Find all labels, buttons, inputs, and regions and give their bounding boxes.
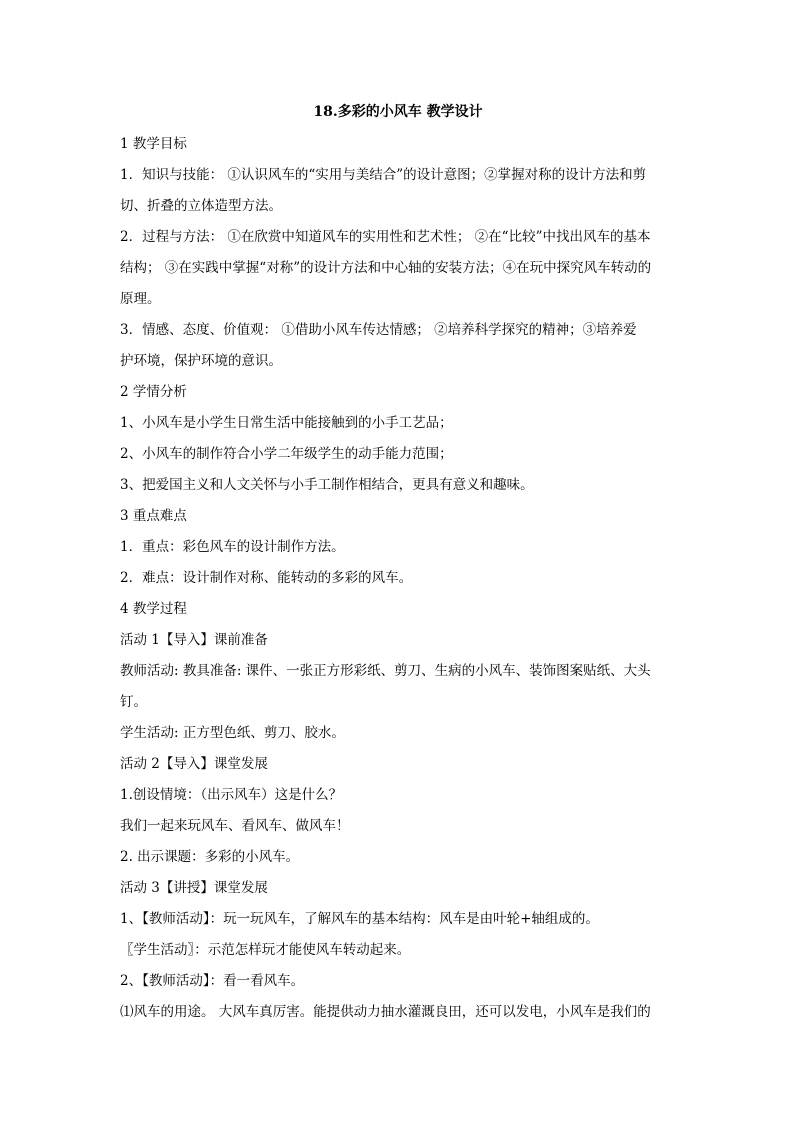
paragraph-line: 2．难点：设计制作对称、能转动的多彩的风车。 [120,570,413,586]
paragraph-line: 3、把爱国主义和人文关怀与小手工制作相结合，更具有意义和趣味。 [120,477,534,493]
paragraph-line: 原理。 [120,291,161,307]
section-heading-key-points: 3 重点难点 [120,508,187,524]
document-page [120,96,676,1028]
paragraph-line: 1.创设情境：（出示风车）这是什么？ [120,787,343,803]
paragraph-line: 我们一起来玩风车、看风车、做风车！ [120,818,350,834]
paragraph-line: 3．情感、态度、价值观： ①借助小风车传达情感； ②培养科学探究的精神；③培养爱 [120,322,637,338]
document-title: 18.多彩的小风车 教学设计 [313,104,483,120]
document-body [120,129,676,1028]
paragraph-line: 1．重点：彩色风车的设计制作方法。 [120,539,345,555]
activity-heading: 活动 2【导入】课堂发展 [120,756,268,772]
section-heading-analysis: 2 学情分析 [120,384,187,400]
paragraph-line: 1．知识与技能： ①认识风车的“实用与美结合”的设计意图；②掌握对称的设计方法和剪 [120,167,647,183]
activity-heading: 活动 1【导入】课前准备 [120,632,268,648]
paragraph-line: 〖学生活动〗：示范怎样玩才能使风车转动起来。 [120,942,411,958]
section-heading-process: 4 教学过程 [120,601,187,617]
paragraph-line: 2. 出示课题：多彩的小风车。 [120,849,300,865]
paragraph-line: ⑴风车的用途。 大风车真厉害。能提供动力抽水灌溉良田，还可以发电，小风车是我们的 [120,1004,651,1020]
paragraph-line: 学生活动: 正方型色纸、剪刀、胶水。 [120,725,345,741]
paragraph-line: 教师活动: 教具准备: 课件、一张正方形彩纸、剪刀、生病的小风车、装饰图案贴纸、大头 [120,663,651,679]
section-heading-objectives: 1 教学目标 [120,136,187,152]
paragraph-line: 2、小风车的制作符合小学二年级学生的动手能力范围； [120,446,453,462]
paragraph-line: 护环境，保护环境的意识。 [120,353,282,369]
paragraph-line: 结构； ③在实践中掌握“对称”的设计方法和中心轴的安装方法；④在玩中探究风车转动的 [120,260,652,276]
paragraph-line: 2．过程与方法： ①在欣赏中知道风车的实用性和艺术性； ②在“比较”中找出风车的基本 [120,229,651,245]
paragraph-line: 2、【教师活动】：看一看风车。 [120,973,305,989]
paragraph-line: 切、折叠的立体造型方法。 [120,198,282,214]
paragraph-line: 钉。 [120,694,147,710]
paragraph-line: 1、小风车是小学生日常生活中能接触到的小手工艺品； [120,415,453,431]
activity-heading: 活动 3【讲授】课堂发展 [120,880,268,896]
paragraph-line: 1、【教师活动】：玩一玩风车，了解风车的基本结构：风车是由叶轮+轴组成的。 [120,911,599,927]
